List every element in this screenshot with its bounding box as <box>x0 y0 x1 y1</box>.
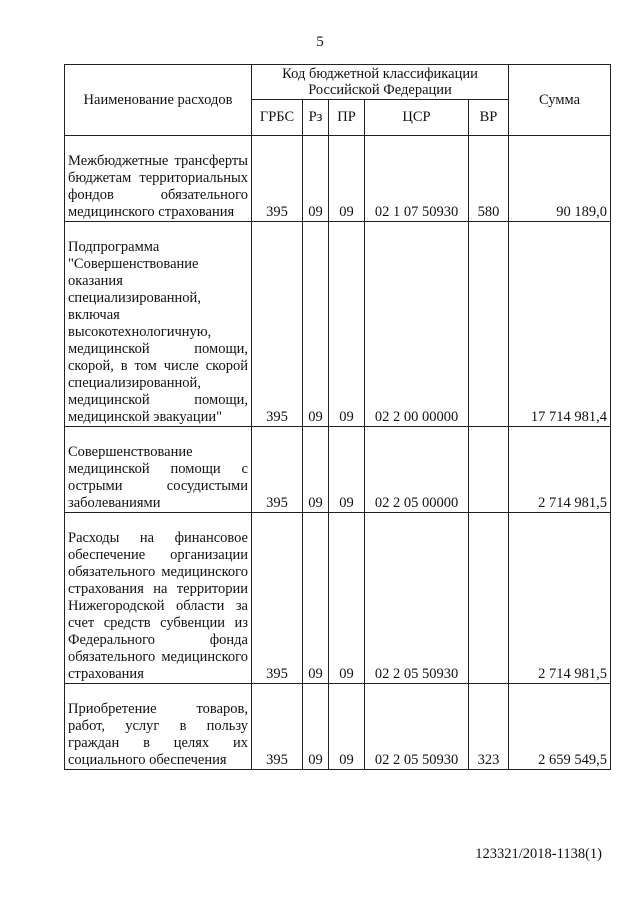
budget-table <box>64 64 611 770</box>
row-sum: 17 714 981,4 <box>509 239 611 427</box>
row-rz: 09 <box>303 444 329 513</box>
row-vr <box>469 239 509 427</box>
table-row <box>65 701 611 770</box>
row-pr: 09 <box>329 530 365 684</box>
row-rz: 09 <box>303 530 329 684</box>
table-row <box>65 239 611 427</box>
row-pr: 09 <box>329 239 365 427</box>
row-grbs: 395 <box>252 530 303 684</box>
header-pr: ПР <box>329 100 365 136</box>
header-rz: Рз <box>303 100 329 136</box>
row-vr <box>469 530 509 684</box>
header-csr: ЦСР <box>365 100 469 136</box>
header-sum: Сумма <box>509 65 611 136</box>
header-vr: ВР <box>469 100 509 136</box>
row-grbs: 395 <box>252 153 303 222</box>
document-code: 123321/2018-1138(1) <box>475 846 602 862</box>
row-sum: 2 714 981,5 <box>509 530 611 684</box>
header-code-group: Код бюджетной классификации Российской Федерации <box>252 65 509 100</box>
page-number: 5 <box>316 34 324 50</box>
header-row-top <box>65 65 611 100</box>
row-vr: 580 <box>469 153 509 222</box>
row-pr: 09 <box>329 701 365 770</box>
row-grbs: 395 <box>252 239 303 427</box>
row-vr: 323 <box>469 701 509 770</box>
row-csr: 02 2 05 00000 <box>365 444 469 513</box>
spacer-row <box>65 684 611 702</box>
table-row <box>65 444 611 513</box>
row-sum: 2 659 549,5 <box>509 701 611 770</box>
row-vr <box>469 444 509 513</box>
row-rz: 09 <box>303 239 329 427</box>
row-pr: 09 <box>329 153 365 222</box>
row-name: Совершенствование медицинской помощи с острыми сосудистыми заболеваниями <box>65 444 252 513</box>
row-name: Приобретение товаров, работ, услуг в пользу граждан в целях их социального обеспечения <box>65 701 252 770</box>
row-csr: 02 2 05 50930 <box>365 530 469 684</box>
row-name: Расходы на финансовое обеспечение организации обязательного медицинского страхования на территории Нижегородской области за счет средств субвенции из Федерального фонда обязательного медицинского страхования <box>65 530 252 684</box>
row-sum: 90 189,0 <box>509 153 611 222</box>
row-name: Межбюджетные трансферты бюджетам территориальных фондов обязательного медицинского страхования <box>65 153 252 222</box>
row-csr: 02 2 05 50930 <box>365 701 469 770</box>
spacer-row <box>65 222 611 240</box>
table-row <box>65 153 611 222</box>
spacer-row <box>65 136 611 154</box>
row-rz: 09 <box>303 701 329 770</box>
row-pr: 09 <box>329 444 365 513</box>
row-sum: 2 714 981,5 <box>509 444 611 513</box>
header-grbs: ГРБС <box>252 100 303 136</box>
row-rz: 09 <box>303 153 329 222</box>
row-csr: 02 2 00 00000 <box>365 239 469 427</box>
spacer-row <box>65 427 611 445</box>
row-name: Подпрограмма "Совершенствование оказания специализированной, включая высокотехнологичную, медицинской помощи, скорой, в том числе скорой специализированной, медицинской помощи, медицинской эвакуации" <box>65 239 252 427</box>
table-row <box>65 530 611 684</box>
row-grbs: 395 <box>252 701 303 770</box>
spacer-row <box>65 513 611 531</box>
row-grbs: 395 <box>252 444 303 513</box>
row-csr: 02 1 07 50930 <box>365 153 469 222</box>
header-name: Наименование расходов <box>65 65 252 136</box>
